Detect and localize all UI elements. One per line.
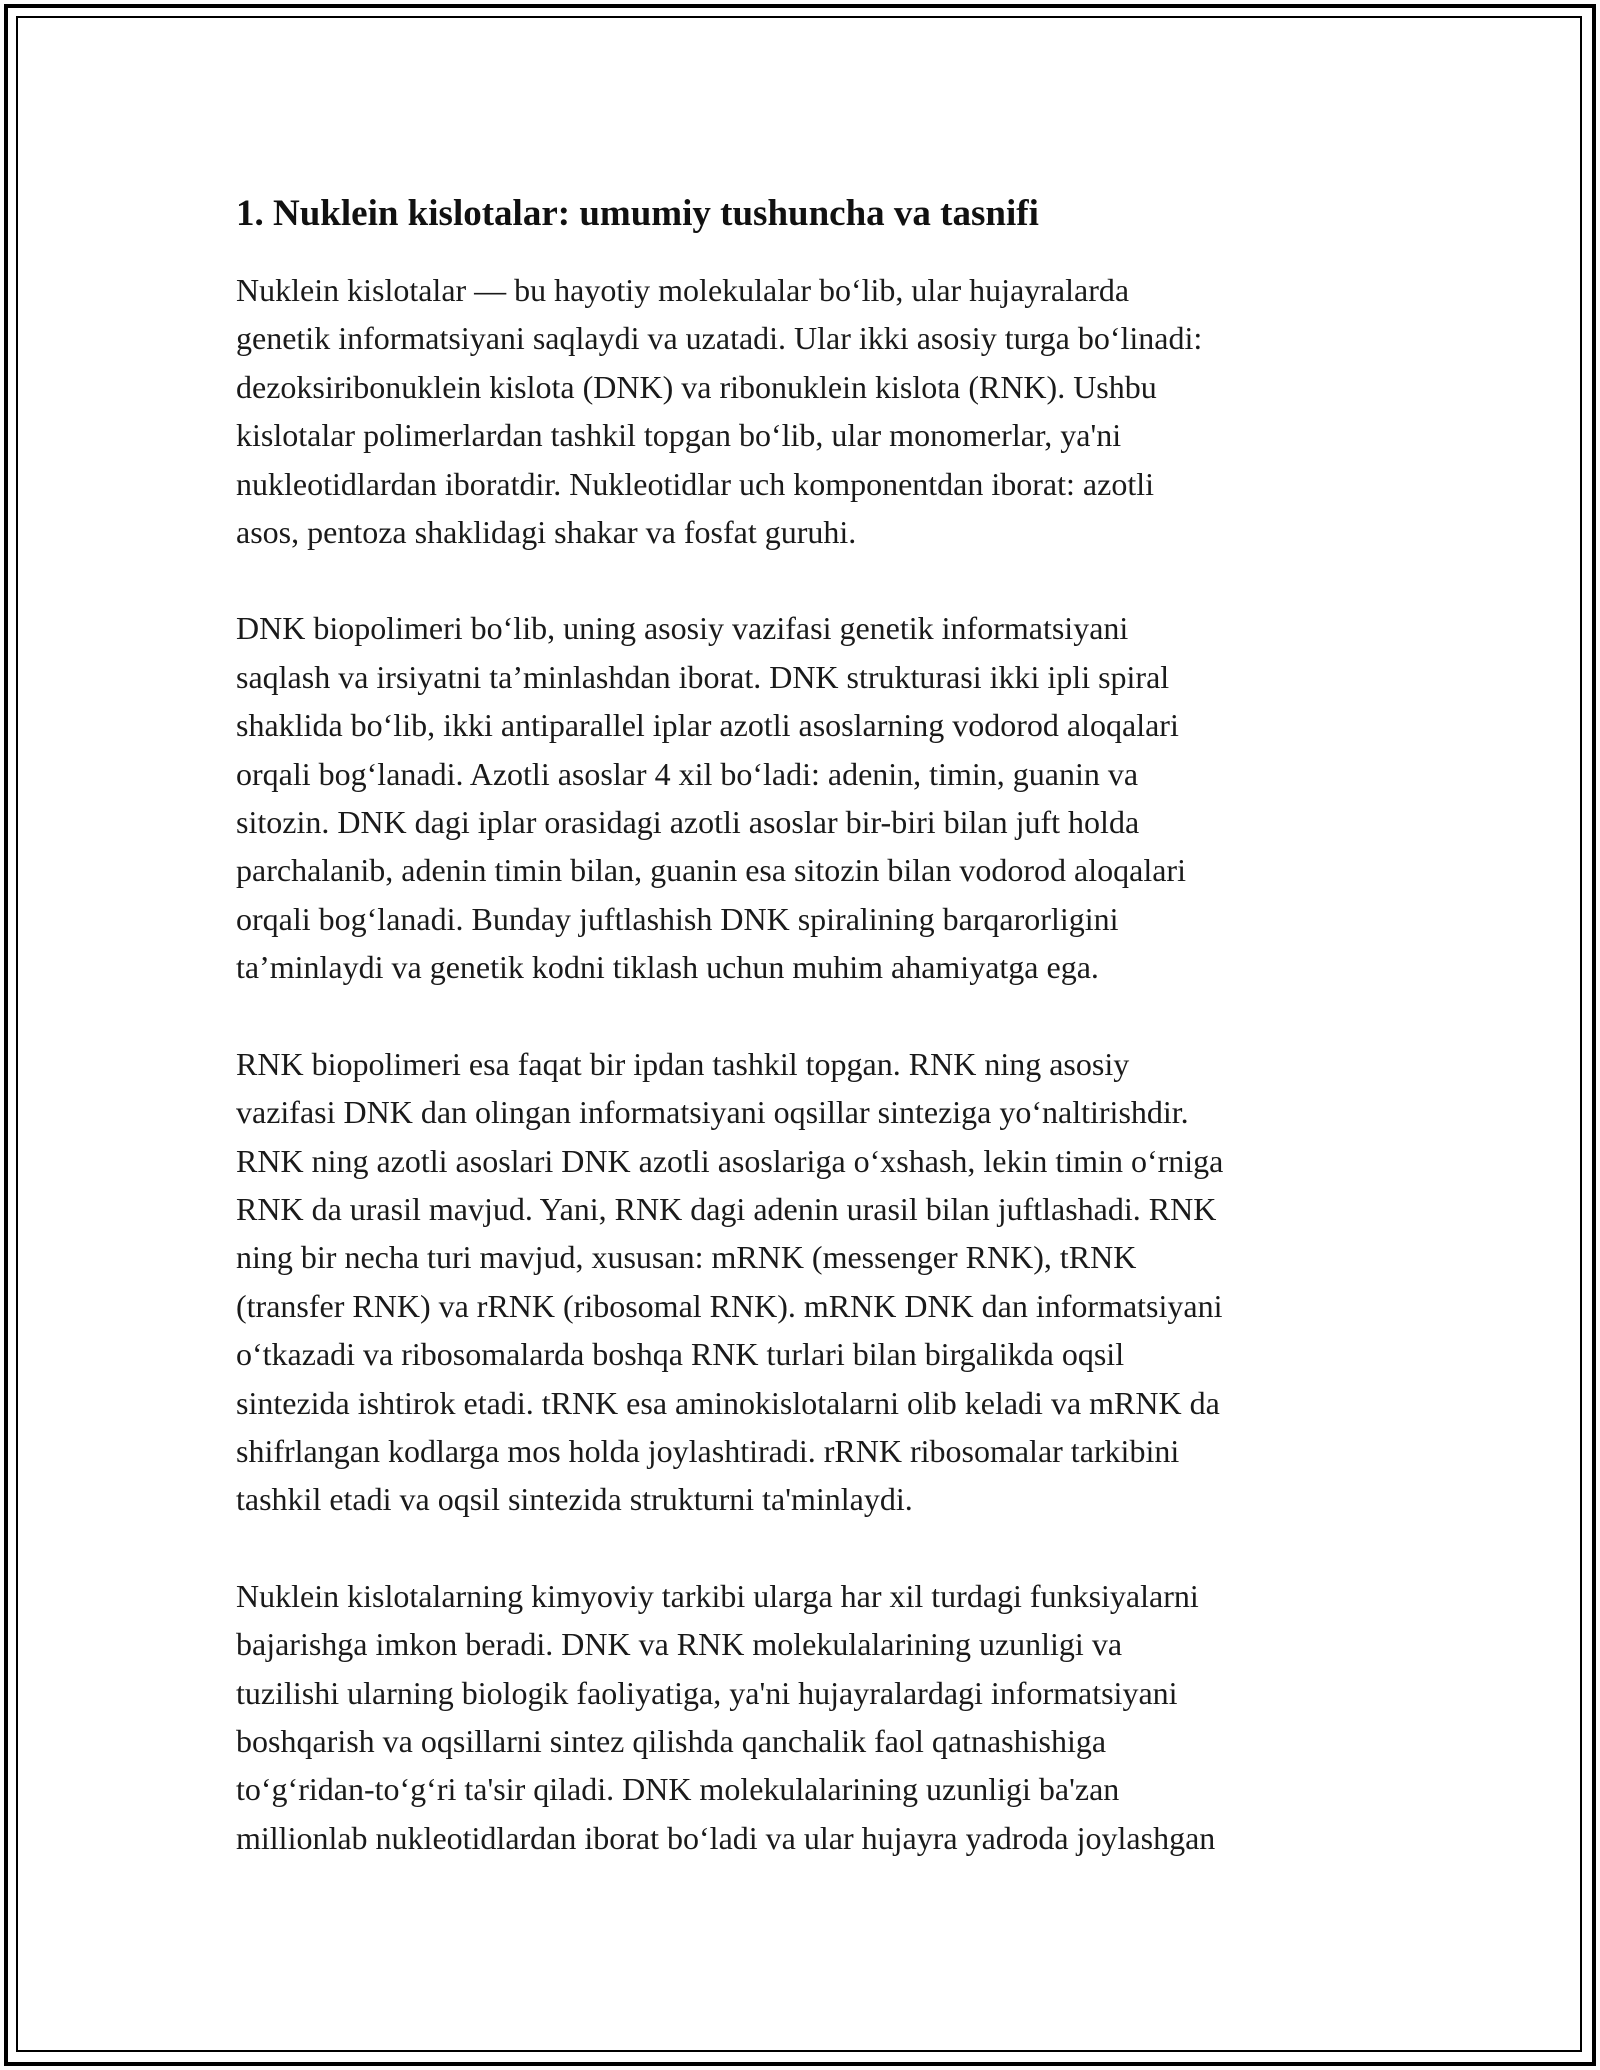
paragraph-intro: Nuklein kislotalar — bu hayotiy molekulalar bo‘lib, ular hujayralarda genetik informatsiyani saqlaydi va uzatadi. Ular ikki asosiy turga bo‘linadi: dezoksiribonuklein kislota (DNK) va ribonuklein kislota (RNK). Ushbu kislotalar polimerlardan tashkil topgan bo‘lib, ular monomerlar, ya'ni nukleotidlardan iboratdir. Nukleotidlar uch komponentdan iborat: azotli asos, pentoza shaklidagi shakar va fosfat guruhi. <box>236 272 1203 551</box>
paragraph-rnk: RNK biopolimeri esa faqat bir ipdan tashkil topgan. RNK ning asosiy vazifasi DNK dan olingan informatsiyani oqsillar sinteziga yo‘naltirishdir. RNK ning azotli asoslari DNK azotli asoslariga o‘xshash, lekin timin o‘rniga RNK da urasil mavjud. Yani, RNK dagi adenin urasil bilan juftlashadi. RNK ning bir necha turi mavjud, xususan: mRNK (messenger RNK), tRNK (transfer RNK) va rRNK (ribosomal RNK). mRNK DNK dan informatsiyani o‘tkazadi va ribosomalarda boshqa RNK turlari bilan birgalikda oqsil sintezida ishtirok etadi. tRNK esa aminokislotalarni olib keladi va mRNK da shifrlangan kodlarga mos holda joylashtiradi. rRNK ribosomalar tarkibini tashkil etadi va oqsil sintezida strukturni ta'minlaydi. <box>236 1045 1224 1518</box>
paragraph-dnk: DNK biopolimeri bo‘lib, uning asosiy vazifasi genetik informatsiyani saqlash va irsiyatni ta’minlashdan iborat. DNK strukturasi ikki ipli spiral shaklida bo‘lib, ikki antiparallel iplar azotli asoslarning vodorod aloqalari orqali bog‘lanadi. Azotli asoslar 4 xil bo‘ladi: adenin, timin, guanin va sitozin. DNK dagi iplar orasidagi azotli asoslar bir-biri bilan juft holda parchalanib, adenin timin bilan, guanin esa sitozin bilan vodorod aloqalari orqali bog‘lanadi. Bunday juftlashish DNK spiralining barqarorligini ta’minlaydi va genetik kodni tiklash uchun muhim ahamiyatga ega. <box>236 610 1186 986</box>
document-body <box>236 186 1376 1862</box>
paragraph-chemistry: Nuklein kislotalarning kimyoviy tarkibi ularga har xil turdagi funksiyalarni bajarishga imkon beradi. DNK va RNK molekulalarining uzunligi va tuzilishi ularning biologik faoliyatiga, ya'ni hujayralardagi informatsiyani boshqarish va oqsillarni sintez qilishda qanchalik faol qatnashishiga to‘g‘ridan-to‘g‘ri ta'sir qiladi. DNK molekulalarining uzunligi ba'zan millionlab nukleotidlardan iborat bo‘ladi va ular hujayra yadroda joylashgan <box>236 1577 1216 1856</box>
section-heading: 1. Nuklein kislotalar: umumiy tushuncha va tasnifi <box>236 193 1039 234</box>
